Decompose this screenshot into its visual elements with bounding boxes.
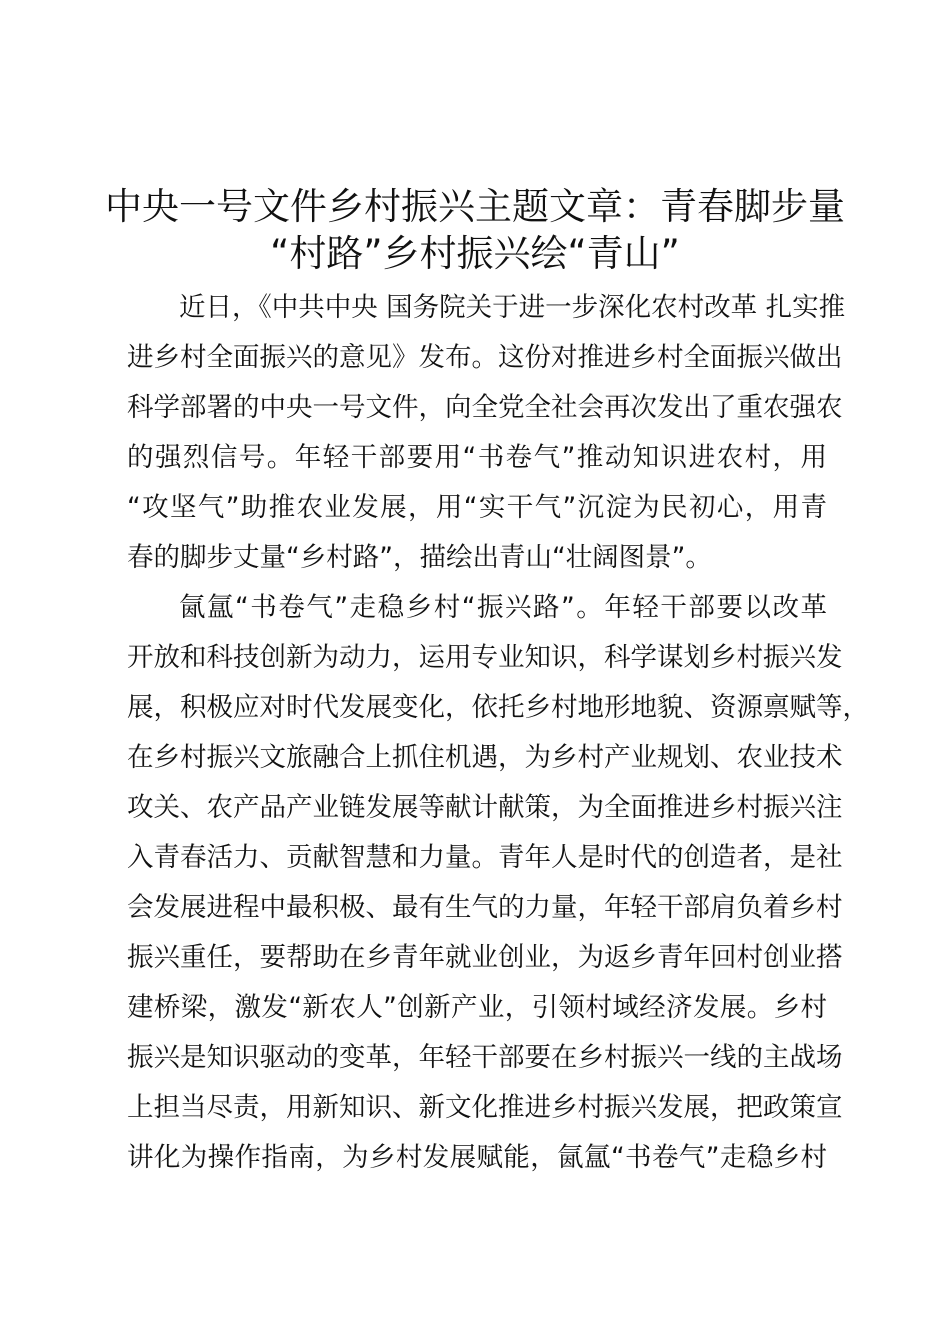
paragraph-2	[127, 583, 869, 1183]
paragraph-line: 开放和科技创新为动力，运用专业知识，科学谋划乡村振兴发	[127, 642, 843, 673]
paragraph-line: 会发展进程中最积极、最有生气的力量，年轻干部肩负着乡村	[127, 892, 843, 923]
paragraph-1	[127, 283, 846, 583]
paragraph-line: 讲化为操作指南，为乡村发展赋能，氤氲“书卷气”走稳乡村	[127, 1142, 827, 1173]
paragraph-line: “攻坚气”助推农业发展，用“实干气”沉淀为民初心，用青	[127, 492, 827, 523]
paragraph-line: 春的脚步丈量“乡村路”，描绘出青山“壮阔图景”。	[127, 542, 712, 573]
paragraph-line: 建桥梁，激发“新农人”创新产业，引领村域经济发展。乡村	[127, 992, 827, 1023]
paragraph-line: 振兴是知识驱动的变革，年轻干部要在乡村振兴一线的主战场	[127, 1042, 843, 1073]
paragraph-line: 上担当尽责，用新知识、新文化推进乡村振兴发展，把政策宣	[127, 1092, 843, 1123]
paragraph-line: 在乡村振兴文旅融合上抓住机遇，为乡村产业规划、农业技术	[127, 742, 843, 773]
paragraph-line: 的强烈信号。年轻干部要用“书卷气”推动知识进农村，用	[127, 442, 827, 473]
paragraph-line: 攻关、农产品产业链发展等献计献策，为全面推进乡村振兴注	[127, 792, 843, 823]
paragraph-line: 科学部署的中央一号文件，向全党全社会再次发出了重农强农	[127, 392, 843, 423]
document-title-line-2: “村路”乡村振兴绘“青山”	[270, 232, 680, 275]
paragraph-line: 氤氲“书卷气”走稳乡村“振兴路”。年轻干部要以改革	[179, 592, 827, 623]
paragraph-line: 进乡村全面振兴的意见》发布。这份对推进乡村全面振兴做出	[127, 342, 843, 373]
document-body	[127, 283, 869, 1183]
paragraph-line: 近日，《中共中央 国务院关于进一步深化农村改革 扎实推	[179, 292, 846, 323]
document-title-line-1: 中央一号文件乡村振兴主题文章：青春脚步量	[105, 185, 845, 228]
paragraph-line: 振兴重任，要帮助在乡青年就业创业，为返乡青年回村创业搭	[127, 942, 843, 973]
paragraph-line: 展，积极应对时代发展变化，依托乡村地形地貌、资源禀赋等，	[127, 692, 869, 723]
paragraph-line: 入青春活力、贡献智慧和力量。青年人是时代的创造者，是社	[127, 842, 843, 873]
